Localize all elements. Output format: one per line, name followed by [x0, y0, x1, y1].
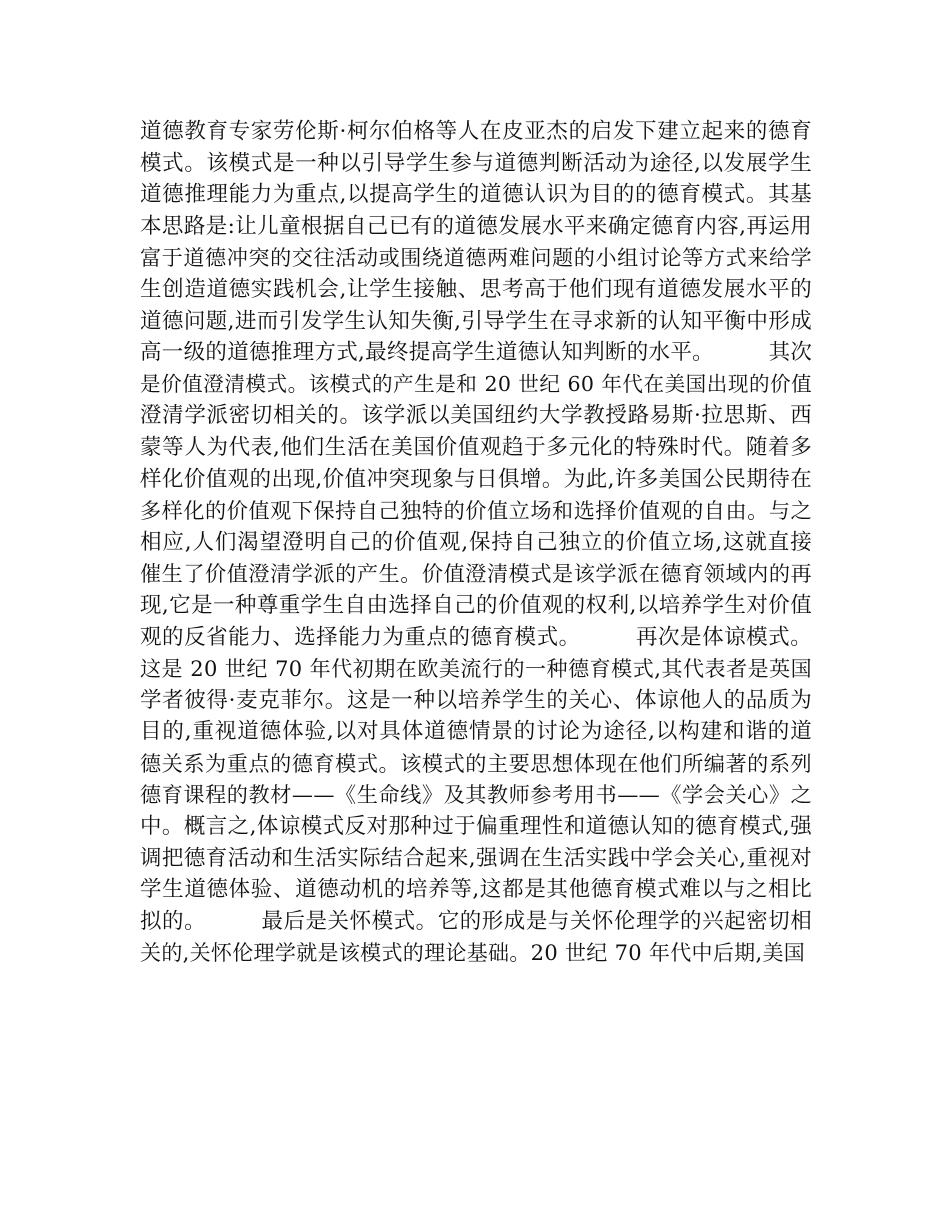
text-line-7: 道德问题,进而引发学生认知失衡,引导学生在寻求新的认知平衡中形成: [140, 308, 812, 334]
text-line-13: 多样化的价值观下保持自己独特的价值立场和选择价值观的自由。与之: [140, 498, 812, 524]
text-line-8: 高一级的道德推理方式,最终提高学生道德认知判断的水平。 其次: [140, 340, 813, 366]
text-line-12: 样化价值观的出现,价值冲突现象与日俱增。为此,许多美国公民期待在: [140, 466, 812, 492]
text-line-19: 学者彼得·麦克菲尔。这是一种以培养学生的关心、体谅他人的品质为: [140, 687, 812, 713]
text-line-15: 催生了价值澄清学派的产生。价值澄清模式是该学派在德育领域内的再: [140, 561, 812, 587]
text-line-1: 道德教育专家劳伦斯·柯尔伯格等人在皮亚杰的启发下建立起来的德育: [140, 119, 812, 144]
text-line-25: 学生道德体验、道德动机的培养等,这都是其他德育模式难以与之相比: [140, 877, 812, 903]
body-text: [140, 116, 812, 969]
text-line-10: 澄清学派密切相关的。该学派以美国纽约大学教授路易斯·拉思斯、西: [140, 403, 812, 429]
text-line-22: 德育课程的教材——《生命线》及其教师参考用书——《学会关心》之: [140, 782, 812, 808]
text-line-17: 观的反省能力、选择能力为重点的德育模式。 再次是体谅模式。: [140, 624, 812, 650]
text-line-2: 模式。该模式是一种以引导学生参与道德判断活动为途径,以发展学生: [140, 150, 812, 176]
text-line-20: 目的,重视道德体验,以对具体道德情景的讨论为途径,以构建和谐的道: [140, 719, 812, 745]
text-line-27: 关的,关怀伦理学就是该模式的理论基础。20 世纪 70 年代中后期,美国: [140, 940, 806, 966]
text-line-26: 拟的。 最后是关怀模式。它的形成是与关怀伦理学的兴起密切相: [140, 908, 812, 934]
text-line-6: 生创造道德实践机会,让学生接触、思考高于他们现有道德发展水平的: [140, 276, 812, 302]
text-line-4: 本思路是:让儿童根据自己已有的道德发展水平来确定德育内容,再运用: [140, 213, 812, 239]
text-line-14: 相应,人们渴望澄明自己的价值观,保持自己独立的价值立场,这就直接: [140, 529, 812, 555]
text-line-23: 中。概言之,体谅模式反对那种过于偏重理性和道德认知的德育模式,强: [140, 814, 812, 840]
text-line-9: 是价值澄清模式。该模式的产生是和 20 世纪 60 年代在美国出现的价值: [140, 371, 812, 396]
text-line-5: 富于道德冲突的交往活动或围绕道德两难问题的小组讨论等方式来给学: [140, 245, 812, 271]
text-line-16: 现,它是一种尊重学生自由选择自己的价值观的权利,以培养学生对价值: [140, 592, 812, 618]
text-line-18: 这是 20 世纪 70 年代初期在欧美流行的一种德育模式,其代表者是英国: [140, 656, 812, 682]
text-line-24: 调把德育活动和生活实际结合起来,强调在生活实践中学会关心,重视对: [140, 845, 812, 871]
text-line-11: 蒙等人为代表,他们生活在美国价值观趋于多元化的特殊时代。随着多: [140, 434, 812, 460]
text-line-21: 德关系为重点的德育模式。该模式的主要思想体现在他们所编著的系列: [140, 750, 812, 776]
text-line-3: 道德推理能力为重点,以提高学生的道德认识为目的的德育模式。其基: [140, 182, 812, 208]
